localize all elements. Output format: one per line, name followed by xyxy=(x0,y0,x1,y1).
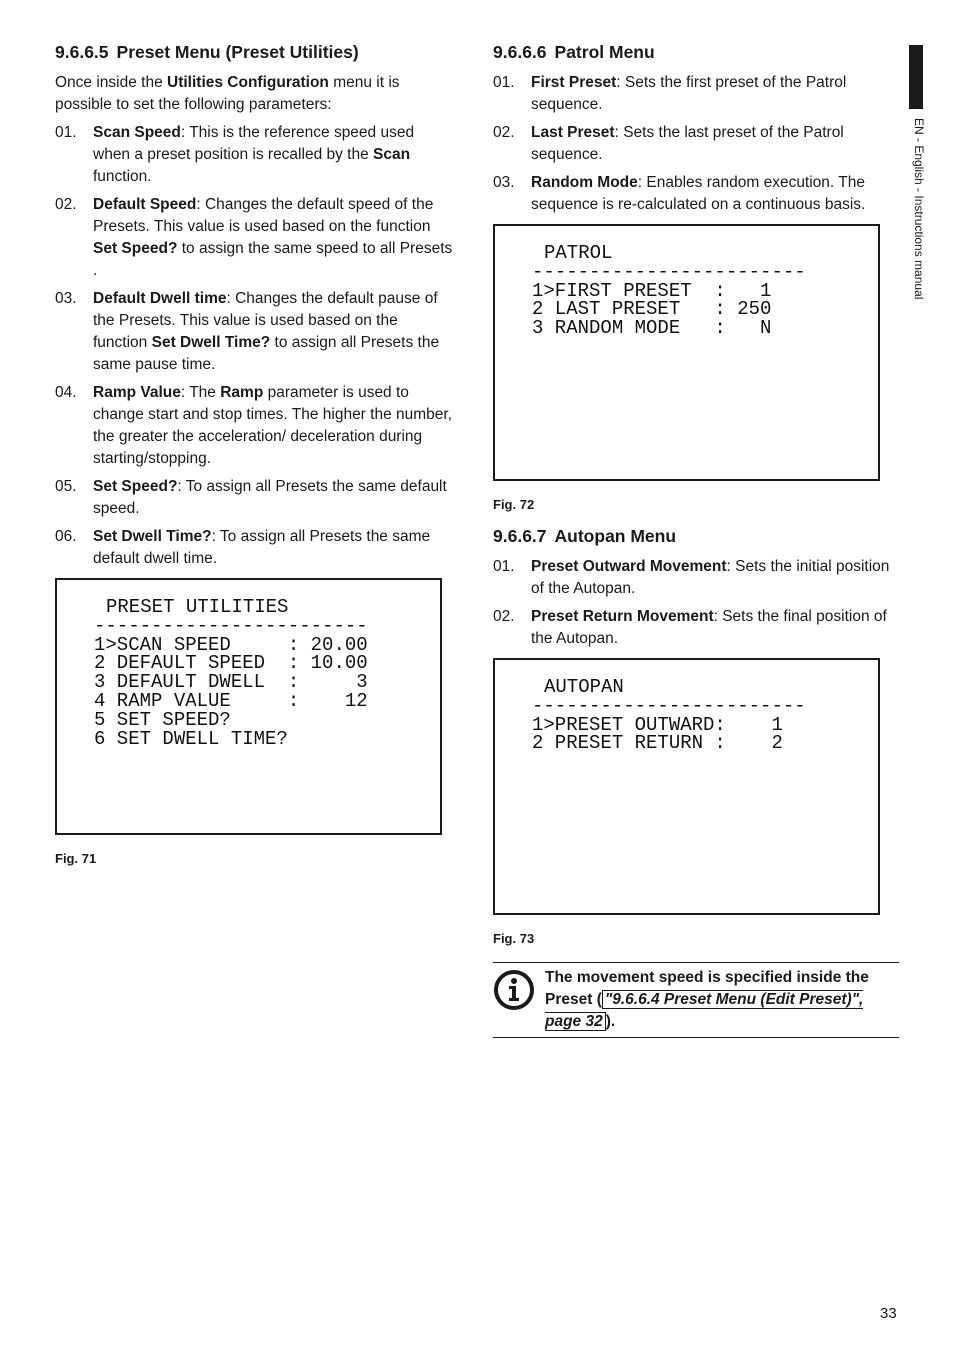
figure-caption: Fig. 71 xyxy=(55,851,97,866)
preset-utilities-list xyxy=(55,122,455,570)
list-item xyxy=(55,476,455,520)
list-item-text: : To assign all Presets the same default speed. xyxy=(93,478,447,517)
screen-menu-line: 1>PRESET OUTWARD: 1 xyxy=(532,713,783,736)
list-item-number: 04. xyxy=(55,384,77,401)
section-heading-patrol xyxy=(493,40,899,64)
section-number: 9.6.6.7 xyxy=(493,526,547,546)
list-item-text: : Changes the default pause of the Presets. This value is used based on the function xyxy=(93,290,438,351)
list-item-number: 01. xyxy=(493,558,515,575)
list-item xyxy=(493,172,899,216)
list-item-text: to assign all Presets the same pause time. xyxy=(93,334,440,373)
screen-menu-line: 6 SET DWELL TIME? xyxy=(94,727,288,750)
list-item xyxy=(55,122,455,188)
list-item-term: Set Speed? xyxy=(93,240,178,257)
left-column xyxy=(55,40,455,866)
screen-menu-line: 1>FIRST PRESET : 1 xyxy=(532,279,772,302)
list-item-number: 03. xyxy=(55,290,77,307)
list-item-text: to assign the same speed to all Presets . xyxy=(93,240,453,279)
intro-paragraph xyxy=(55,72,455,116)
list-item-text: : Sets the initial position of the Autopan. xyxy=(531,558,890,597)
screen-menu-line: 5 SET SPEED? xyxy=(94,708,231,731)
screen-separator: ------------------------ xyxy=(94,614,368,637)
screen-title: PRESET UTILITIES xyxy=(106,596,289,618)
screen-menu-line: 2 PRESET RETURN : 2 xyxy=(532,732,783,755)
info-note xyxy=(493,962,899,1038)
osd-screen-patrol xyxy=(493,224,880,481)
patrol-list xyxy=(493,72,899,216)
intro-bold: Utilities Configuration xyxy=(167,74,329,91)
list-item-number: 05. xyxy=(55,478,77,495)
list-item-term: Random Mode xyxy=(531,174,638,191)
osd-screen-preset-utilities xyxy=(55,578,442,835)
list-item-term: Ramp xyxy=(220,384,264,401)
list-item-number: 03. xyxy=(493,174,515,191)
list-item xyxy=(55,526,455,570)
section-title: Patrol Menu xyxy=(554,42,655,62)
osd-screen-autopan xyxy=(493,658,880,915)
screen-separator: ------------------------ xyxy=(532,694,806,717)
note-text-start: The movement speed is specified inside the Preset ( xyxy=(545,969,869,1008)
list-item-term: First Preset xyxy=(531,74,617,91)
info-icon xyxy=(493,967,545,1016)
list-item-term: Scan Speed xyxy=(93,124,181,141)
screen-title: AUTOPAN xyxy=(544,676,624,698)
list-item-text: : The xyxy=(180,384,221,401)
section-number: 9.6.6.6 xyxy=(493,42,547,62)
intro-text-end: menu it is possible to set the following parameters: xyxy=(55,74,400,113)
section-heading-preset-utilities xyxy=(55,40,455,64)
list-item-text: : Changes the default speed of the Presets. This value is used based on the function xyxy=(93,196,434,235)
language-tab-marker xyxy=(909,45,923,109)
list-item-term: Set Dwell Time? xyxy=(151,334,271,351)
sidebar-label: EN - English - Instructions manual xyxy=(912,118,926,300)
intro-text: Once inside the xyxy=(55,74,168,91)
list-item xyxy=(493,72,899,116)
list-item-term: Preset Outward Movement xyxy=(531,558,727,575)
section-title: Autopan Menu xyxy=(554,526,677,546)
section-number: 9.6.6.5 xyxy=(55,42,109,62)
list-item-term: Preset Return Movement xyxy=(531,608,714,625)
list-item-term: Set Speed? xyxy=(93,478,178,495)
right-column xyxy=(493,40,899,1038)
figure-caption: Fig. 73 xyxy=(493,931,535,946)
screen-menu-line: 2 DEFAULT SPEED : 10.00 xyxy=(94,652,368,675)
list-item-term: Scan xyxy=(373,146,411,163)
screen-menu-line: 1>SCAN SPEED : 20.00 xyxy=(94,633,368,656)
autopan-list xyxy=(493,556,899,650)
list-item xyxy=(55,382,455,470)
list-item-text: function. xyxy=(93,168,152,185)
screen-menu-line: 4 RAMP VALUE : 12 xyxy=(94,689,368,712)
screen-separator: ------------------------ xyxy=(532,260,806,283)
list-item xyxy=(493,606,899,650)
list-item-text: : Sets the first preset of the Patrol sequence. xyxy=(531,74,847,113)
list-item-number: 01. xyxy=(493,74,515,91)
page-number: 33 xyxy=(880,1305,897,1322)
section-title: Preset Menu (Preset Utilities) xyxy=(116,42,359,62)
screen-menu-line: 3 DEFAULT DWELL : 3 xyxy=(94,671,368,694)
figure-caption: Fig. 72 xyxy=(493,497,535,512)
cross-reference-link[interactable]: "9.6.6.4 Preset Menu (Edit Preset)", page 32 xyxy=(545,991,864,1030)
list-item-term: Set Dwell Time? xyxy=(93,528,212,545)
list-item xyxy=(493,556,899,600)
note-text-end: ). xyxy=(605,1013,616,1030)
list-item-number: 06. xyxy=(55,528,77,545)
list-item-text: : Sets the final position of the Autopan. xyxy=(531,608,887,647)
list-item-text: : This is the reference speed used when a preset position is recalled by the xyxy=(93,124,415,163)
list-item-number: 02. xyxy=(493,124,515,141)
list-item-term: Ramp Value xyxy=(93,384,181,401)
note-text xyxy=(545,967,899,1033)
list-item-term: Last Preset xyxy=(531,124,615,141)
list-item-text: : Enables random execution. The sequence is re-calculated on a continuous basis. xyxy=(531,174,866,213)
screen-title: PATROL xyxy=(544,242,613,264)
list-item-text: parameter is used to change start and stop times. The higher the number, the greater the acceleration/ deceleration during starting/stopping. xyxy=(93,384,453,467)
list-item-term: Default Dwell time xyxy=(93,290,227,307)
section-heading-autopan xyxy=(493,524,899,548)
list-item-term: Default Speed xyxy=(93,196,197,213)
list-item xyxy=(493,122,899,166)
list-item xyxy=(55,194,455,282)
list-item-number: 01. xyxy=(55,124,77,141)
list-item-text: : Sets the last preset of the Patrol sequence. xyxy=(531,124,844,163)
screen-menu-line: 3 RANDOM MODE : N xyxy=(532,317,772,340)
list-item-number: 02. xyxy=(55,196,77,213)
screen-menu-line: 2 LAST PRESET : 250 xyxy=(532,298,772,321)
list-item-text: : To assign all Presets the same default dwell time. xyxy=(93,528,431,567)
list-item xyxy=(55,288,455,376)
list-item-number: 02. xyxy=(493,608,515,625)
